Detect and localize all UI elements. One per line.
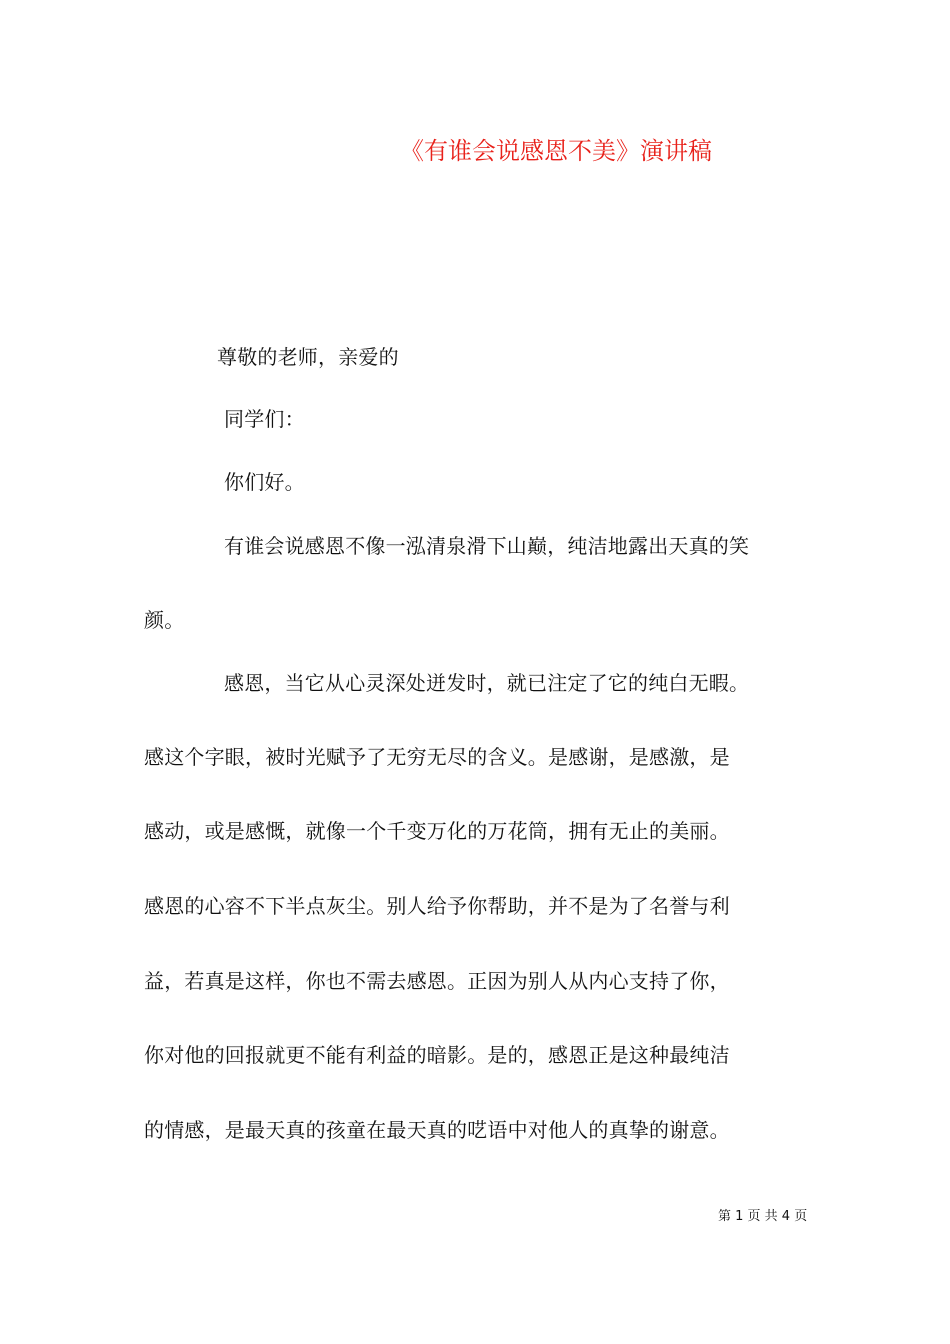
document-title: 《有谁会说感恩不美》演讲稿 [400,137,712,165]
page-number-footer: 第 1 页 共 4 页 [718,1209,808,1224]
body-line-paragraph-1a: 有谁会说感恩不像一泓清泉滑下山巅，纯洁地露出天真的笑 [224,534,750,558]
body-line-paragraph-2e: 益，若真是这样，你也不需去感恩。正因为别人从内心支持了你， [144,969,730,993]
body-line-paragraph-1b: 颜。 [144,608,185,632]
body-line-paragraph-2g: 的情感，是最天真的孩童在最天真的呓语中对他人的真挚的谢意。 [144,1118,730,1142]
body-line-paragraph-2c: 感动，或是感慨，就像一个千变万化的万花筒，拥有无止的美丽。 [144,819,730,843]
body-line-paragraph-2a: 感恩，当它从心灵深处迸发时，就已注定了它的纯白无暇。 [224,671,750,695]
body-line-greeting: 你们好。 [224,470,305,494]
body-line-paragraph-2b: 感这个字眼，被时光赋予了无穷无尽的含义。是感谢，是感激，是 [144,745,730,769]
body-line-paragraph-2f: 你对他的回报就更不能有利益的暗影。是的，感恩正是这种最纯洁 [144,1043,730,1067]
body-line-salutation-1: 尊敬的老师，亲爱的 [217,345,399,369]
body-line-salutation-2: 同学们： [224,407,305,431]
body-line-paragraph-2d: 感恩的心容不下半点灰尘。别人给予你帮助，并不是为了名誉与利 [144,894,730,918]
